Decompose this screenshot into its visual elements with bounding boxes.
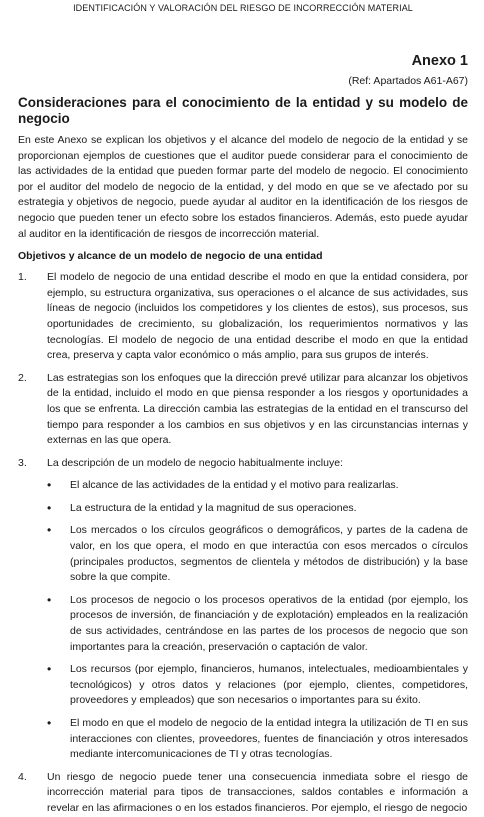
bullet-icon: • <box>47 716 52 730</box>
paragraph-number: 1. <box>18 271 27 284</box>
bullet-item <box>18 501 468 517</box>
paragraph-text: Las estrategias son los enfoques que la dirección prevé utilizar para alcanzar los objetivos de la entidad, incluido el modo en que piensa responder a los riesgos y oportunidades a los que se enfrenta. La dirección cambia las estrategias de la entidad en el transcurso del tiempo para responder a los cambios en sus objetivos y en las circunstancias internas y externas en las que opera. <box>47 371 468 447</box>
paragraph-number: 3. <box>18 456 27 469</box>
bullet-item <box>18 662 468 709</box>
bullet-text: El modo en que el modelo de negocio de la entidad integra la utilización de TI en sus interacciones con clientes, proveedores, fuentes de financiación y otros interesados mediante intercomunicaciones de TI y otras tecnologías. <box>70 717 468 761</box>
bullet-icon: • <box>47 662 52 677</box>
bullet-text: Los procesos de negocio o los procesos operativos de la entidad (por ejemplo, los procesos de inversión, de financiación y de explotación) empleados en la realización de sus actividades, centrándose en las partes de los procesos de negocio que son importantes para la creación, preservación o captación de valor. <box>70 593 468 653</box>
bullet-item <box>18 523 468 585</box>
bullet-icon: • <box>47 592 52 607</box>
bullet-icon: • <box>47 523 52 538</box>
bullet-text: Los mercados o los círculos geográficos o demográficos, y partes de la cadena de valor, en los que opera, el modo en que interactúa con esos mercados o círculos (principales productos, segmentos de clientela y métodos de distribución) y la base sobre la que compite. <box>70 524 468 584</box>
bullet-icon: • <box>47 478 52 493</box>
subheading: Objetivos y alcance de un modelo de negocio de una entidad <box>18 250 323 263</box>
bullet-icon: • <box>47 500 52 515</box>
paragraph-text: El modelo de negocio de una entidad describe el modo en que la entidad considera, por ejemplo, su estructura organizativa, sus operaciones o el alcance de sus actividades, sus líneas de negocio (incluidos los competidores y los clientes de estos), sus procesos, sus oportunidades de crecimiento, su globalización, los requerimientos normativos y las tecnologías. El modelo de negocio de una entidad describe el modo en que la entidad crea, preserva y capta valor económico o más amplio, para sus grupos de interés. <box>47 271 468 362</box>
bullet-text: Los recursos (por ejemplo, financieros, humanos, intelectuales, medioambientales y tecnológicos) y otros datos y relaciones (por ejemplo, clientes, competidores, proveedores y empleados) que son necesarios o importantes para su éxito. <box>70 663 468 707</box>
bullet-text: La estructura de la entidad y la magnitud de sus operaciones. <box>70 501 357 514</box>
paragraph-text: Un riesgo de negocio puede tener una consecuencia inmediata sobre el riesgo de incorrección material para tipos de transacciones, saldos contables e información a revelar en las afirmaciones o en los estados financieros. Por ejemplo, el riesgo de negocio <box>47 770 468 814</box>
paragraph-text: La descripción de un modelo de negocio habitualmente incluye: <box>47 456 343 469</box>
numbered-paragraph-4 <box>18 770 468 817</box>
bullet-text: El alcance de las actividades de la entidad y el motivo para realizarlas. <box>70 479 399 492</box>
paragraph-number: 2. <box>18 371 27 384</box>
numbered-paragraph-3 <box>18 456 468 472</box>
paragraph-number: 4. <box>18 770 27 783</box>
intro-paragraph: En este Anexo se explican los objetivos y el alcance del modelo de negocio de la entidad y se proporcionan ejemplos de cuestiones que el auditor puede considerar para el conocimiento de las actividades de la entidad que pueden formar parte del modelo de negocio. El conocimiento por el auditor del modelo de negocio de la entidad, y del modo en que se ve afectado por su estrategia y objetivos de negocio, puede ayudar al auditor en la identificación de los riesgos de negocio que pueden tener un efecto sobre los estados financieros. Además, esto puede ayudar al auditor en la identificación de riesgos de incorrección material. <box>18 134 468 240</box>
numbered-paragraph-2 <box>18 371 468 449</box>
running-header: IDENTIFICACIÓN Y VALORACIÓN DEL RIESGO DE INCORRECCIÓN MATERIAL <box>73 3 413 13</box>
annex-reference: (Ref: Apartados A61-A67) <box>348 75 468 87</box>
numbered-paragraph-1 <box>18 270 468 364</box>
bullet-item <box>18 716 468 763</box>
bullet-item <box>18 593 468 655</box>
annex-title: Anexo 1 <box>411 53 468 69</box>
section-title: Consideraciones para el conocimiento de la entidad y su modelo de negocio <box>18 95 468 126</box>
bullet-item <box>18 478 468 494</box>
